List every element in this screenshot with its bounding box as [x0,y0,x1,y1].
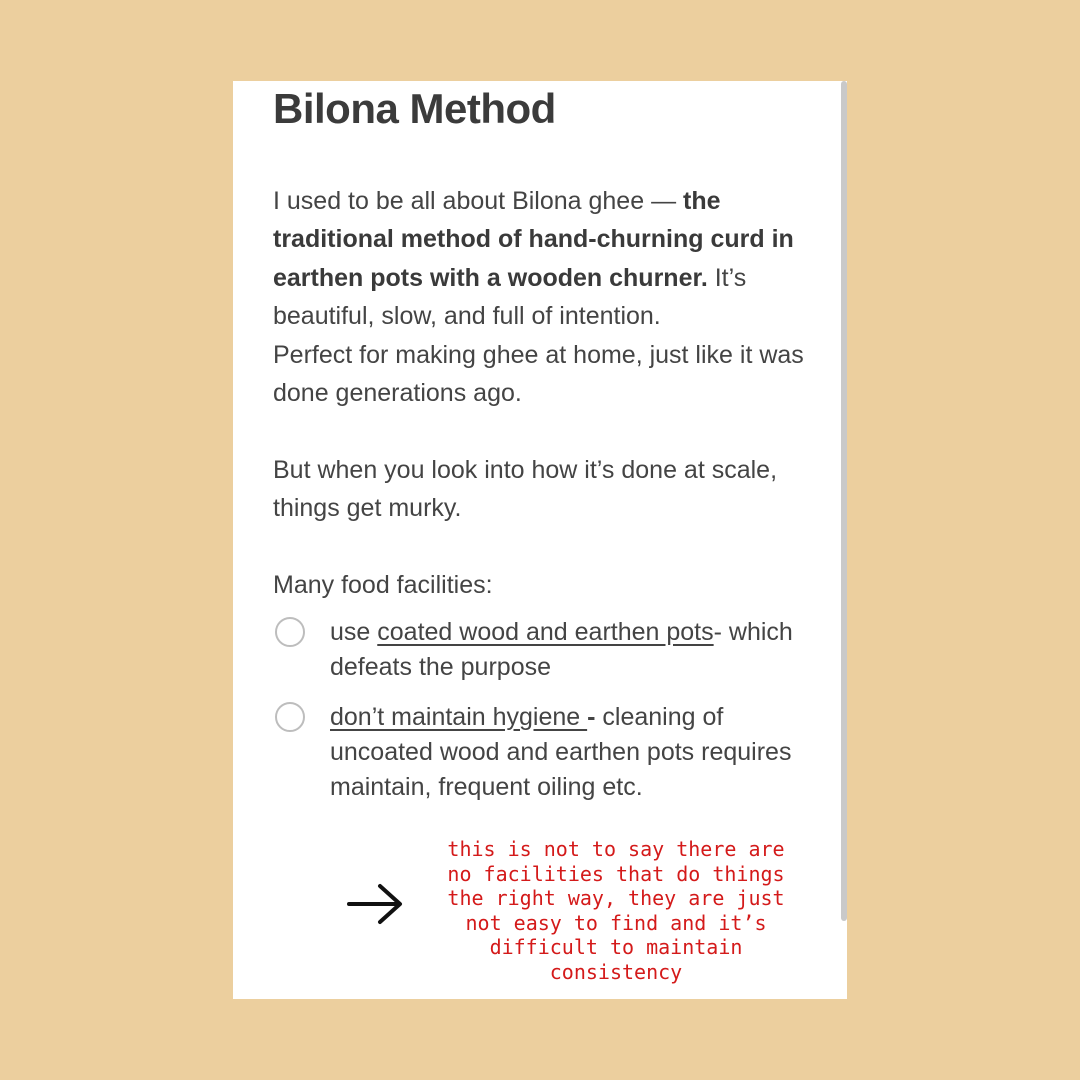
right-arrow-icon [345,881,405,927]
list-item-rest: - which defeats the purpose [330,618,793,681]
intro-lead: I used to be all about Bilona ghee — [273,187,684,215]
intro-line2: Perfect for making ghee at home, just like it was done generations ago. [273,340,804,408]
list-item-text [330,615,800,685]
intro-paragraph [273,182,833,412]
list-item-separator: - [587,703,596,731]
handwritten-note: this is not to say there are no facilities that do things the right way, they are just not easy to find and it’s difficult to maintain consistency [447,837,785,984]
intro-rest: It’s beautiful, slow, and full of intention. [273,263,747,331]
list-item-text [330,700,800,805]
facilities-heading: Many food facilities: [273,571,493,599]
scale-paragraph: But when you look into how it’s done at scale, things get murky. [273,456,778,523]
list-item-rest: cleaning of uncoated wood and earthen pots requires maintain, frequent oiling etc. [330,703,792,801]
radio-circle-icon[interactable] [275,617,305,647]
post-card [233,81,847,999]
coated-wood-link[interactable]: coated wood and earthen pots [377,618,714,646]
intro-bold: the traditional method of hand-churning curd in earthen pots with a wooden churner. [273,187,794,292]
hygiene-link[interactable]: don’t maintain hygiene [330,703,588,731]
scrollbar[interactable] [841,81,847,921]
list-item-prefix: use [330,618,378,646]
radio-circle-icon[interactable] [275,702,305,732]
page-title: Bilona Method [273,85,556,132]
